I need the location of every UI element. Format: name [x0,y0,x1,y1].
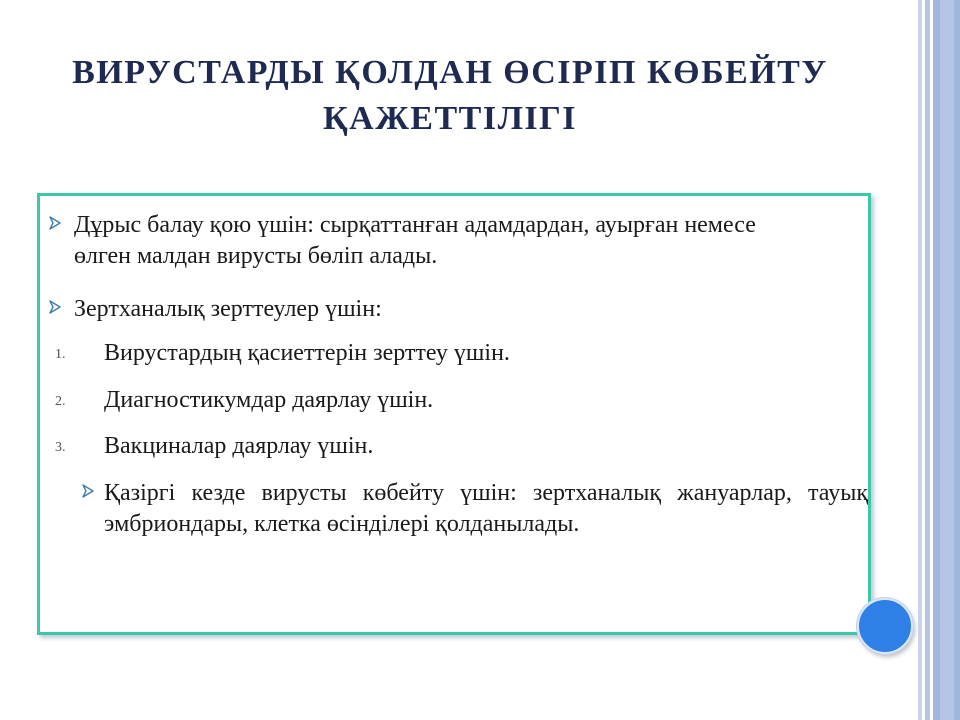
decorative-stripe [940,0,954,720]
slide-title: ВИРУСТАРДЫ ҚОЛДАН ӨСІРІП КӨБЕЙТУ ҚАЖЕТТІЛІГІ [72,54,828,137]
decorative-stripe [925,0,930,720]
numbered-item-text: Диагностикумдар даярлау үшін. [104,387,434,413]
arrow-bullet-icon [49,216,61,230]
list-number: 2. [55,394,66,409]
numbered-item-text: Вакциналар даярлау үшін. [104,433,374,459]
arrow-bullet-icon [82,484,94,498]
decorative-stripe [918,0,922,720]
numbered-item-text: Вирустардың қасиеттерін зерттеу үшін. [104,340,510,366]
list-number: 1. [55,347,66,362]
bullet-text: Қазіргі кезде вирусты көбейту үшін: зертханалық жануарлар, тауық эмбриондары, клетка өсінділері қолданылады. [104,480,868,537]
bullet-text: Зертханалық зерттеулер үшін: [74,296,382,322]
list-number: 3. [55,440,66,455]
decorative-circle [857,598,913,654]
bullet-text: Дұрыс балау қою үшін: сырқаттанған адамдардан, ауырған немесе өлген малдан вирусты бөліп алады. [74,212,756,269]
arrow-bullet-icon [49,300,61,314]
